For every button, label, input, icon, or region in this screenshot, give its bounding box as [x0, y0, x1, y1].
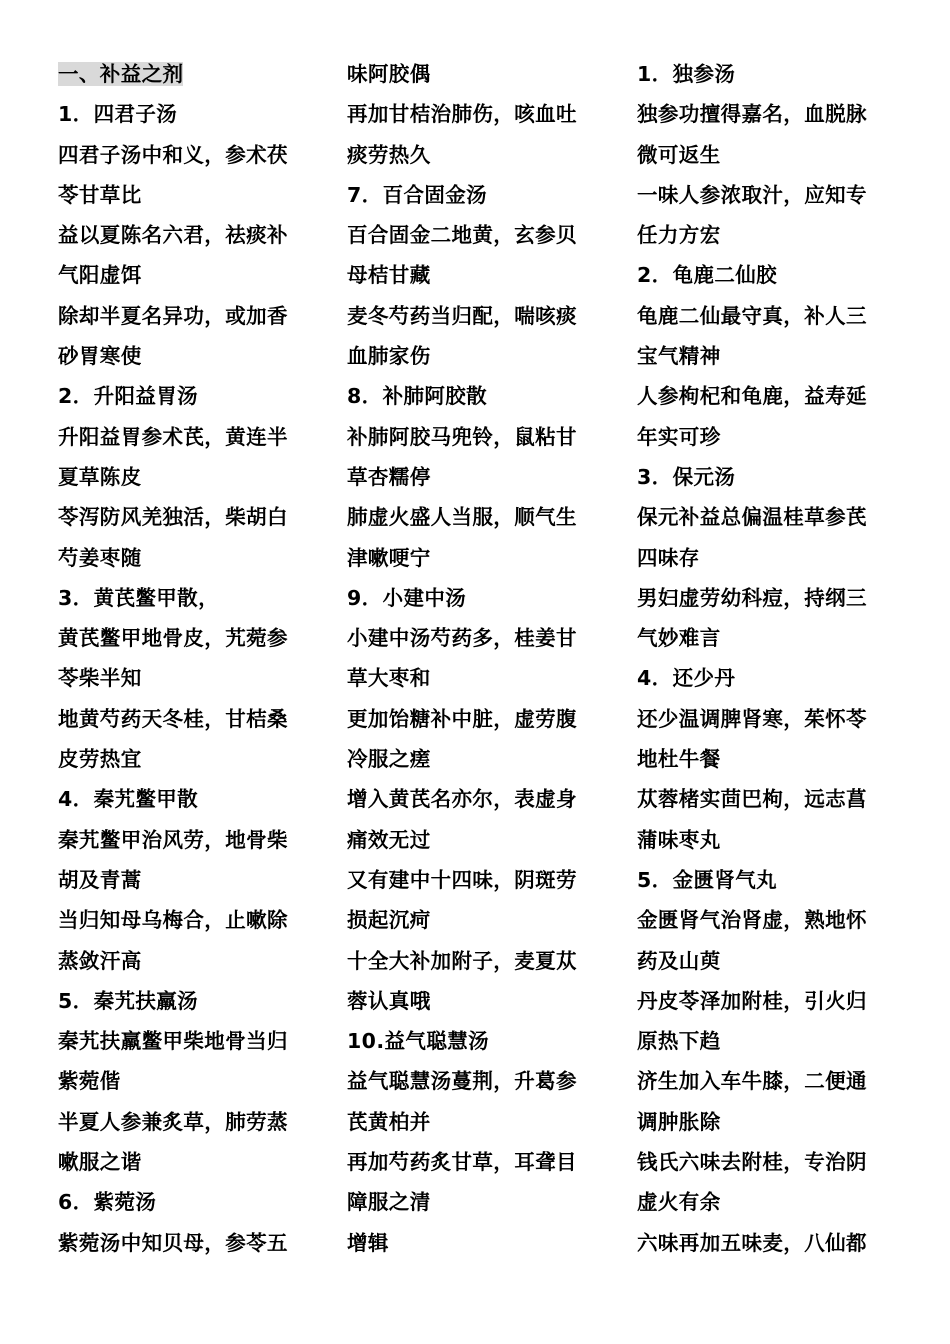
text-line — [637, 175, 907, 215]
text-line — [58, 1021, 328, 1061]
text-line-content: 虚火有余 — [637, 1190, 721, 1215]
text-line-content: 气妙难言 — [637, 626, 721, 651]
text-line — [347, 658, 617, 698]
text-line-content: 苁蓉楮实茴巴枸，远志菖 — [637, 787, 867, 812]
text-line-content: 钱氏六味去附桂，专治阴 — [637, 1150, 867, 1175]
text-line — [637, 94, 907, 134]
text-line-content: 砂胃寒使 — [58, 344, 142, 369]
text-line-content: 9．小建中汤 — [347, 585, 467, 610]
text-line-content: 益以夏陈名六君，祛痰补 — [58, 223, 288, 248]
text-line-content: 芪黄柏并 — [347, 1109, 431, 1134]
text-line-content: 5．秦艽扶羸汤 — [58, 988, 199, 1013]
text-line-content: 损起沉疴 — [347, 908, 431, 933]
text-line — [347, 981, 617, 1021]
text-column-3 — [637, 54, 907, 1263]
text-line — [637, 900, 907, 940]
text-line — [58, 1102, 328, 1142]
text-line-content: 肺虚火盛人当服，顺气生 — [347, 505, 577, 530]
text-line — [637, 578, 907, 618]
text-line — [347, 135, 617, 175]
text-line — [347, 578, 617, 618]
text-line-content: 还少温调脾肾寒，茱怀苓 — [637, 706, 867, 731]
text-line — [637, 860, 907, 900]
text-line — [347, 175, 617, 215]
text-line — [637, 1061, 907, 1101]
text-line — [637, 618, 907, 658]
text-line-content: 嗽服之谐 — [58, 1150, 142, 1175]
text-column-1 — [58, 54, 328, 1263]
text-line-content: 5．金匮肾气丸 — [637, 867, 778, 892]
text-line-content: 地杜牛餐 — [637, 747, 721, 772]
text-line-content: 母桔甘藏 — [347, 263, 431, 288]
text-line-content: 半夏人参兼炙草，肺劳蒸 — [58, 1109, 288, 1134]
text-line — [347, 417, 617, 457]
text-line-content: 8．补肺阿胶散 — [347, 384, 488, 409]
text-line — [637, 135, 907, 175]
text-line — [637, 457, 907, 497]
text-line-content: 升阳益胃参术芪，黄连半 — [58, 424, 288, 449]
text-line — [58, 296, 328, 336]
text-line — [637, 779, 907, 819]
text-column-2 — [347, 54, 617, 1263]
text-line — [637, 255, 907, 295]
text-line-content: 济生加入车牛膝，二便通 — [637, 1069, 867, 1094]
text-line — [58, 94, 328, 134]
text-line-content: 麦冬芍药当归配，喘咳痰 — [347, 303, 577, 328]
text-line — [347, 1223, 617, 1263]
text-line — [58, 1223, 328, 1263]
text-line-content: 调肿胀除 — [637, 1109, 721, 1134]
text-line — [637, 538, 907, 578]
text-line-content: 一味人参浓取汁，应知专 — [637, 182, 867, 207]
text-line-content: 丹皮苓泽加附桂，引火归 — [637, 988, 867, 1013]
text-line — [58, 417, 328, 457]
text-line-content: 痰劳热久 — [347, 142, 431, 167]
text-line-content: 紫菀偕 — [58, 1069, 121, 1094]
text-line — [58, 860, 328, 900]
text-line — [58, 578, 328, 618]
text-line — [58, 981, 328, 1021]
text-line-content: 2．龟鹿二仙胶 — [637, 263, 778, 288]
text-line — [58, 941, 328, 981]
text-line-content: 黄芪鳖甲地骨皮，艽菀参 — [58, 626, 288, 651]
text-line-content: 紫菀汤中知贝母，参苓五 — [58, 1230, 288, 1255]
text-line-content: 皮劳热宜 — [58, 747, 142, 772]
text-line-content: 血肺家伤 — [347, 344, 431, 369]
text-line — [347, 94, 617, 134]
text-line-content: 秦艽扶羸鳖甲柴地骨当归 — [58, 1029, 288, 1054]
text-line — [347, 296, 617, 336]
text-line-content: 冷服之瘥 — [347, 747, 431, 772]
text-line-content: 4．秦艽鳖甲散 — [58, 787, 199, 812]
text-line — [347, 820, 617, 860]
text-line — [58, 497, 328, 537]
text-line — [637, 1021, 907, 1061]
text-line-content: 味阿胶偶 — [347, 62, 431, 86]
text-line-content: 再加芍药炙甘草，耳聋目 — [347, 1150, 577, 1175]
text-line — [58, 336, 328, 376]
text-line — [637, 296, 907, 336]
text-line-content: 当归知母乌梅合，止嗽除 — [58, 908, 288, 933]
text-line-content: 百合固金二地黄，玄参贝 — [347, 223, 577, 248]
text-line-content: 宝气精神 — [637, 344, 721, 369]
text-line — [347, 1021, 617, 1061]
text-line-content: 痛效无过 — [347, 827, 431, 852]
text-line — [347, 1061, 617, 1101]
text-line — [637, 1142, 907, 1182]
text-line — [347, 779, 617, 819]
text-line — [58, 215, 328, 255]
text-line-content: 蓉认真哦 — [347, 988, 431, 1013]
text-line-content: 年实可珍 — [637, 424, 721, 449]
text-line-content: 龟鹿二仙最守真，补人三 — [637, 303, 867, 328]
text-line-content: 四君子汤中和义，参术茯 — [58, 142, 288, 167]
text-line-content: 除却半夏名异功，或加香 — [58, 303, 288, 328]
text-line — [58, 699, 328, 739]
text-line-content: 气阳虚饵 — [58, 263, 142, 288]
text-line — [347, 1142, 617, 1182]
text-line-content: 又有建中十四味，阴斑劳 — [347, 867, 577, 892]
text-line — [58, 1061, 328, 1101]
text-line — [637, 1102, 907, 1142]
text-line-content: 药及山萸 — [637, 948, 721, 973]
text-line-content: 3．保元汤 — [637, 464, 736, 489]
text-line-content: 地黄芍药天冬桂，甘桔桑 — [58, 706, 288, 731]
text-line-content: 芍姜枣随 — [58, 545, 142, 570]
text-line-content: 更加饴糖补中脏，虚劳腹 — [347, 706, 577, 731]
text-line — [637, 1223, 907, 1263]
text-line — [347, 699, 617, 739]
text-line — [637, 215, 907, 255]
text-line — [347, 255, 617, 295]
text-line-content: 蒸敛汗高 — [58, 948, 142, 973]
text-line-content: 1．四君子汤 — [58, 102, 178, 127]
text-line — [58, 820, 328, 860]
text-line — [347, 1182, 617, 1222]
text-line — [58, 175, 328, 215]
text-line — [347, 538, 617, 578]
text-line — [637, 739, 907, 779]
text-line — [58, 1182, 328, 1222]
text-line — [58, 255, 328, 295]
text-line-content: 再加甘桔治肺伤，咳血吐 — [347, 102, 577, 127]
text-line-content: 男妇虚劳幼科痘，持纲三 — [637, 585, 867, 610]
text-line-content: 苓甘草比 — [58, 182, 142, 207]
text-line-content: 微可返生 — [637, 142, 721, 167]
text-line — [347, 618, 617, 658]
text-line-content: 一、补益之剂 — [58, 62, 184, 86]
text-line-content: 补肺阿胶马兜铃，鼠粘甘 — [347, 424, 577, 449]
text-line-content: 六味再加五味麦，八仙都 — [637, 1230, 867, 1255]
text-line — [58, 658, 328, 698]
text-line — [347, 497, 617, 537]
text-line — [347, 1102, 617, 1142]
text-line — [58, 1142, 328, 1182]
text-line-content: 十全大补加附子，麦夏苁 — [347, 948, 577, 973]
text-line — [637, 417, 907, 457]
text-line — [637, 497, 907, 537]
text-line — [637, 699, 907, 739]
text-line — [347, 860, 617, 900]
text-line — [347, 457, 617, 497]
text-line — [347, 376, 617, 416]
text-line-content: 四味存 — [637, 545, 700, 570]
text-line-content: 任力方宏 — [637, 223, 721, 248]
text-line-content: 小建中汤芍药多，桂姜甘 — [347, 626, 577, 651]
text-line — [637, 1182, 907, 1222]
text-line — [58, 538, 328, 578]
text-line — [347, 215, 617, 255]
text-line — [58, 900, 328, 940]
text-line-content: 增辑 — [347, 1230, 389, 1255]
text-line — [637, 941, 907, 981]
text-line-content: 障服之清 — [347, 1190, 431, 1215]
text-line — [58, 376, 328, 416]
text-line-content: 胡及青蒿 — [58, 867, 142, 892]
text-line-content: 增入黄芪名亦尔，表虚身 — [347, 787, 577, 812]
text-line — [58, 457, 328, 497]
text-line — [637, 658, 907, 698]
text-line — [637, 376, 907, 416]
text-line — [58, 779, 328, 819]
text-line — [58, 739, 328, 779]
text-line-content: 津嗽哽宁 — [347, 545, 431, 570]
text-line-content: 2．升阳益胃汤 — [58, 384, 199, 409]
text-line-content: 夏草陈皮 — [58, 464, 142, 489]
text-line-content: 秦艽鳖甲治风劳，地骨柴 — [58, 827, 288, 852]
text-line — [637, 981, 907, 1021]
text-line — [347, 900, 617, 940]
text-line-content: 苓柴半知 — [58, 666, 142, 691]
text-line-content: 保元补益总偏温桂草参芪 — [637, 505, 867, 530]
text-line-content: 原热下趋 — [637, 1029, 721, 1054]
text-line — [347, 54, 617, 94]
text-line-content: 人参枸杞和龟鹿，益寿延 — [637, 384, 867, 409]
text-line-content: 1．独参汤 — [637, 62, 736, 86]
section-heading — [58, 54, 328, 94]
text-line-content: 10.益气聪慧汤 — [347, 1029, 490, 1054]
text-line — [637, 336, 907, 376]
text-line-content: 3．黄芪鳖甲散， — [58, 585, 219, 610]
text-line-content: 金匮肾气治肾虚，熟地怀 — [637, 908, 867, 933]
text-line-content: 苓泻防风羌独活，柴胡白 — [58, 505, 288, 530]
text-line-content: 益气聪慧汤蔓荆，升葛参 — [347, 1069, 577, 1094]
text-line-content: 4．还少丹 — [637, 666, 736, 691]
text-line-content: 草杏糯停 — [347, 464, 431, 489]
text-line-content: 6．紫菀汤 — [58, 1190, 157, 1215]
text-line — [347, 336, 617, 376]
text-line-content: 7．百合固金汤 — [347, 182, 488, 207]
text-line — [637, 54, 907, 94]
text-line — [58, 135, 328, 175]
text-line-content: 独参功擅得嘉名，血脱脉 — [637, 102, 867, 127]
text-line — [347, 941, 617, 981]
text-line-content: 草大枣和 — [347, 666, 431, 691]
text-line-content: 蒲味枣丸 — [637, 827, 721, 852]
text-line — [347, 739, 617, 779]
text-line — [58, 618, 328, 658]
text-line — [637, 820, 907, 860]
